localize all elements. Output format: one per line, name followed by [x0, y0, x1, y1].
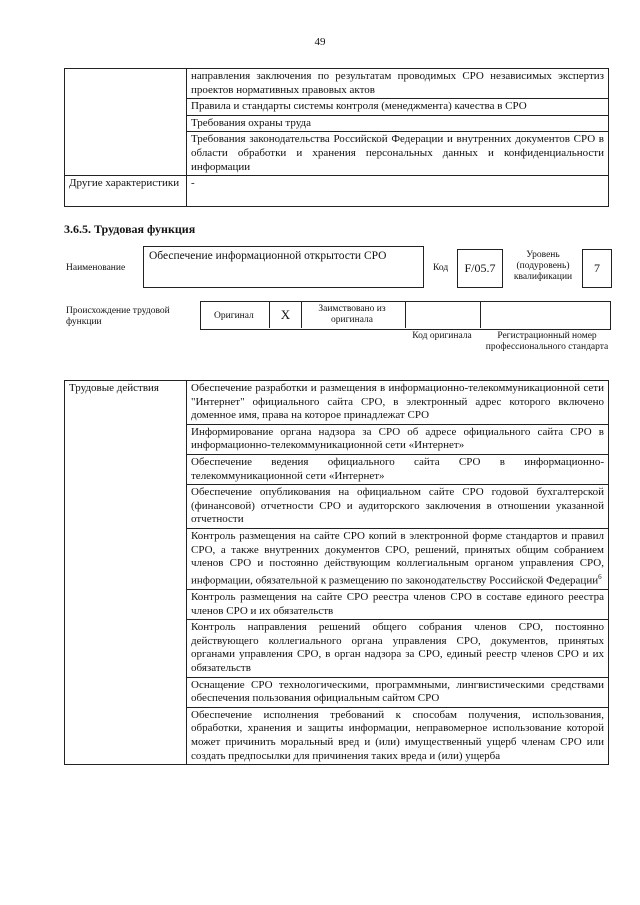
code-value: F/05.7: [457, 249, 503, 288]
level-label: Уровень (подуровень) квалификации: [513, 250, 573, 282]
page-number: 49: [314, 36, 326, 48]
other-characteristics-label: Другие характеристики: [65, 176, 187, 207]
level-value: 7: [582, 249, 612, 288]
section-title: 3.6.5. Трудовая функция: [64, 222, 196, 236]
knowledge-item: направления заключения по результатам проводимых СРО независимых экспертиз проектов нормативных правовых актов: [187, 69, 609, 99]
labor-action-item: Обеспечение разработки и размещения в информационно-телекоммуникационной сети "Интернет" официального сайта СРО, в электронный адрес которого включено доменное имя, права на которое принадлежат СРО: [187, 381, 609, 425]
labor-action-item: Информирование органа надзора за СРО об адресе официального сайта СРО в информационно-телекоммуникационной сети «Интернет»: [187, 424, 609, 454]
knowledge-item: Правила и стандарты системы контроля (менеджмента) качества в СРО: [187, 99, 609, 116]
knowledge-item: Требования охраны труда: [187, 115, 609, 132]
name-box: [143, 246, 424, 288]
labor-actions-table: [64, 380, 609, 765]
labor-actions-label: Трудовые действия: [65, 381, 187, 765]
origin-label: Происхождение трудовой функции: [66, 306, 170, 327]
original-label: Оригинал: [214, 311, 254, 321]
empty-label-cell: [65, 69, 187, 176]
knowledge-table: [64, 68, 609, 207]
labor-action-item: Контроль направления решений общего собрания членов СРО, постоянно действующего коллегиального органа управления СРО, документов, принятых органами управления СРО, в орган надзора за СРО, единый реестр членов СРО и их обязательств: [187, 620, 609, 677]
labor-action-item: Обеспечение исполнения требований к способам получения, использования, обработки, хранения и защиты информации, неправомерное использование которой может причинить моральный вред и (или) имущественный ущерб членам СРО или создать предпосылки для причинения таких вреда и (или) ущерба: [187, 707, 609, 764]
labor-action-item: Оснащение СРО технологическими, программными, лингвистическими средствами обеспечения пользования официальным сайтом СРО: [187, 677, 609, 707]
original-mark: X: [269, 301, 302, 328]
reg-number-label: Регистрационный номер профессионального стандарта: [485, 331, 609, 352]
code-original-label: Код оригинала: [412, 331, 472, 341]
labor-action-item: Контроль размещения на сайте СРО реестра членов СРО в составе единого реестра членов СРО и их обязательств: [187, 589, 609, 619]
borrowed-label: Заимствовано из оригинала: [318, 304, 386, 325]
labor-action-item: Обеспечение опубликования на официальном сайте СРО годовой бухгалтерской (финансовой) отчетности СРО и аудиторского заключения в отношении указанной отчетности: [187, 485, 609, 529]
other-characteristics-value: -: [187, 176, 609, 207]
labor-action-text: Контроль размещения на сайте СРО копий в электронной форме стандартов и правил СРО, а также внутренних документов СРО, решений, принятых общим собранием членов СРО и постоянно действующим коллегиальным органом управления СРО, информации, обязательной к размещению по законодательству Российской Федерации: [191, 529, 604, 587]
knowledge-item: Требования законодательства Российской Федерации и внутренних документов СРО в области обработки и хранения персональных данных и конфиденциальности информации: [187, 132, 609, 176]
code-original-box: [405, 301, 481, 328]
labor-action-item: Обеспечение ведения официального сайта СРО в информационно-телекоммуникационной сети «Интернет»: [187, 454, 609, 484]
name-value: Обеспечение информационной открытости СРО: [149, 250, 387, 262]
labor-action-item: [187, 528, 609, 589]
footnote-mark: 6: [598, 572, 602, 581]
code-label: Код: [433, 263, 449, 273]
name-label: Наименование: [66, 263, 126, 273]
